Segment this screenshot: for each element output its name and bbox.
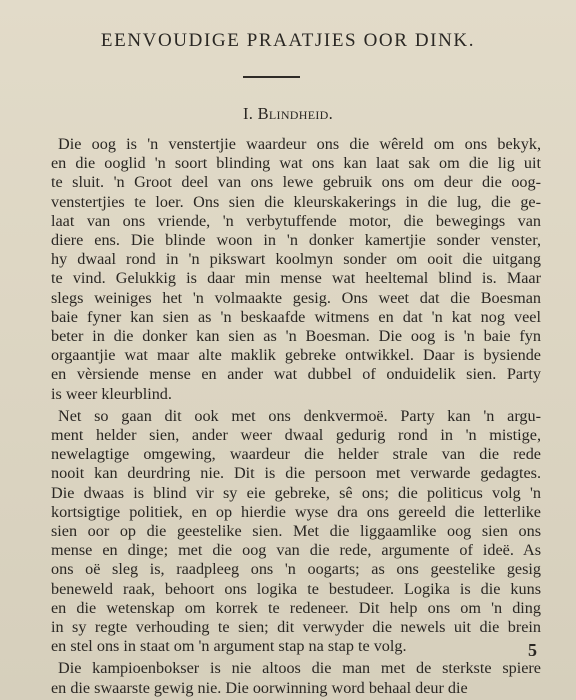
body-line: slegs weiniges het 'n volmaakte gesig. Ons weet dat die Boesman — [51, 288, 541, 307]
body-line: en vèrsiende mense en ander wat dubbel of onduidelik sien. Party — [51, 365, 541, 384]
body-line: kortsigtige politiek, en op hierdie wyse dra ons gereeld die letterlike — [51, 502, 541, 521]
body-line: te vind. Gelukkig is daar min mense wat heeltemal blind is. Maar — [51, 269, 541, 288]
body-line: beter in die donker kan sien as 'n Boesman. Die oog is 'n baie fyn — [51, 327, 541, 345]
body-line: nooit kan deurdring nie. Dit is die persoon met verwarde gedagtes. — [51, 464, 541, 483]
body-line: in sy regte verhouding te sien; dit verwyder die newels uit die brein — [51, 618, 541, 636]
body-line: en stel ons in staat om 'n argument stap na stap te volg. — [51, 637, 407, 656]
page-number: 5 — [528, 640, 537, 660]
body-line: newelagtige omgewing, waardeur die helder strale van die rede — [51, 445, 541, 464]
body-line: sien oor op die geestelike sien. Met die liggaamlike oog sien ons — [51, 522, 541, 540]
body-line: orgaantjie wat maar alte maklik gebreke ontwikkel. Daar is bysiende — [51, 346, 541, 365]
page-title: EENVOUDIGE PRAATJIES OOR DINK. — [100, 30, 476, 51]
body-line: te sluit. 'n Groot deel van ons lewe gebruik ons om deur die oog- — [51, 173, 541, 192]
title-rule — [243, 76, 300, 78]
body-line: is weer kleurblind. — [51, 384, 172, 403]
body-line: en die ooglid 'n soort blinding wat ons kan laat sak om die lig uit — [51, 154, 541, 173]
body-line: venstertjies te loer. Ons sien die kleurskakerings in die lug, die ge- — [51, 192, 541, 211]
body-line: laat van ons vriende, 'n verbytuffende motor, die bewegings van — [51, 211, 541, 230]
body-line: ons oë sleg is, raadpleeg ons 'n oogarts; as ons geestelike gesig — [51, 560, 541, 579]
body-line: diere ens. Die blinde woon in 'n donker kamertjie sonder venster, — [51, 231, 541, 249]
body-line: en die wetenskap om korrek te redeneer. Dit help ons om 'n ding — [51, 598, 541, 617]
body-line: Die oog is 'n venstertjie waardeur ons die wêreld om ons bekyk, — [58, 135, 541, 153]
section-heading: I. Blindheid. — [242, 104, 334, 123]
body-line: Net so gaan dit ook met ons denkvermoë. Party kan 'n argu- — [58, 406, 541, 425]
body-line: en die swaarste gewig nie. Die oorwinning word behaal deur die — [51, 678, 468, 697]
body-line: hy dwaal rond in 'n pikswart koolmyn sonder om ooit die uitgang — [51, 250, 541, 269]
body-line: mense en dinge; met die oog van die rede, argumente of ideë. As — [51, 541, 541, 560]
body-line: ment helder sien, ander weer dwaal gedurig rond in 'n mistige, — [51, 426, 541, 444]
body-line: Die kampioenbokser is nie altoos die man met de sterkste spiere — [58, 659, 541, 678]
body-line: baie fyner kan sien as 'n beskaafde witmens en dat 'n kat nog veel — [51, 307, 541, 326]
body-line: Die dwaas is blind vir sy eie gebreke, sê ons; die politicus volg 'n — [51, 483, 541, 502]
body-line: beneweld raak, behoort ons logika te bestudeer. Logika is die kuns — [51, 579, 541, 598]
